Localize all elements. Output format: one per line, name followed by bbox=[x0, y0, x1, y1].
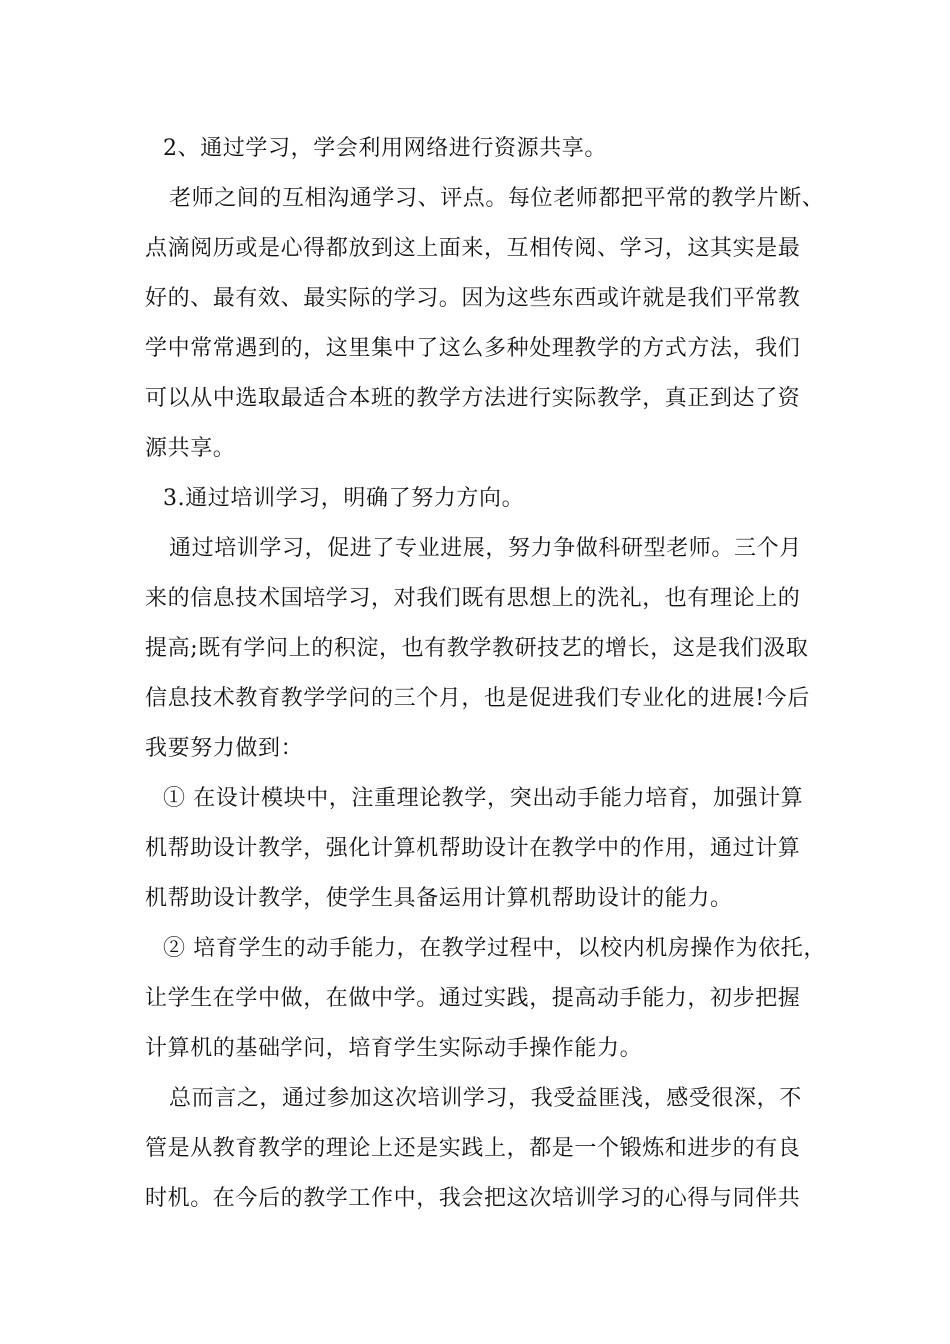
heading-2-line: 2、通过学习，学会利用网络进行资源共享。 bbox=[163, 136, 607, 161]
paragraph-line: 老师之间的互相沟通学习、评点。每位老师都把平常的教学片断、 bbox=[169, 186, 825, 211]
paragraph-line: 好的、最有效、最实际的学习。因为这些东西或许就是我们平常教 bbox=[145, 286, 801, 311]
paragraph-line: 点滴阅历或是心得都放到这上面来，互相传阅、学习，这其实是最 bbox=[145, 236, 801, 261]
list-item-2-line: ② 培育学生的动手能力，在教学过程中，以校内机房操作为依托， bbox=[163, 936, 826, 961]
paragraph-line: 信息技术教育教学学问的三个月，也是促进我们专业化的进展!今后 bbox=[145, 686, 810, 711]
paragraph-line: 来的信息技术国培学习，对我们既有思想上的洗礼，也有理论上的 bbox=[145, 586, 801, 611]
paragraph-line: 机帮助设计教学，强化计算机帮助设计在教学中的作用，通过计算 bbox=[145, 836, 801, 861]
paragraph-line: 通过培训学习，促进了专业进展，努力争做科研型老师。三个月 bbox=[169, 536, 802, 561]
paragraph-line: 学中常常遇到的，这里集中了这么多种处理教学的方式方法，我们 bbox=[145, 336, 801, 361]
paragraph-line: 管是从教育教学的理论上还是实践上，都是一个锻炼和进步的有良 bbox=[145, 1136, 801, 1161]
paragraph-line: 可以从中选取最适合本班的教学方法进行实际教学，真正到达了资 bbox=[145, 386, 801, 411]
paragraph-line: 源共享。 bbox=[145, 436, 236, 461]
paragraph-line: 总而言之，通过参加这次培训学习，我受益匪浅，感受很深，不 bbox=[169, 1086, 802, 1111]
paragraph-line: 时机。在今后的教学工作中，我会把这次培训学习的心得与同伴共 bbox=[145, 1186, 801, 1211]
paragraph-line: 机帮助设计教学，使学生具备运用计算机帮助设计的能力。 bbox=[145, 886, 733, 911]
paragraph-line: 计算机的基础学问，培育学生实际动手操作能力。 bbox=[145, 1036, 643, 1061]
paragraph-line: 我要努力做到： bbox=[145, 736, 304, 761]
paragraph-line: 提高;既有学问上的积淀，也有教学教研技艺的增长，这是我们汲取 bbox=[145, 636, 809, 661]
heading-3-line: 3.通过培训学习，明确了努力方向。 bbox=[163, 486, 525, 511]
list-item-1-line: ① 在设计模块中，注重理论教学，突出动手能力培育，加强计算 bbox=[163, 786, 804, 811]
paragraph-line: 让学生在学中做，在做中学。通过实践，提高动手能力，初步把握 bbox=[145, 986, 801, 1011]
